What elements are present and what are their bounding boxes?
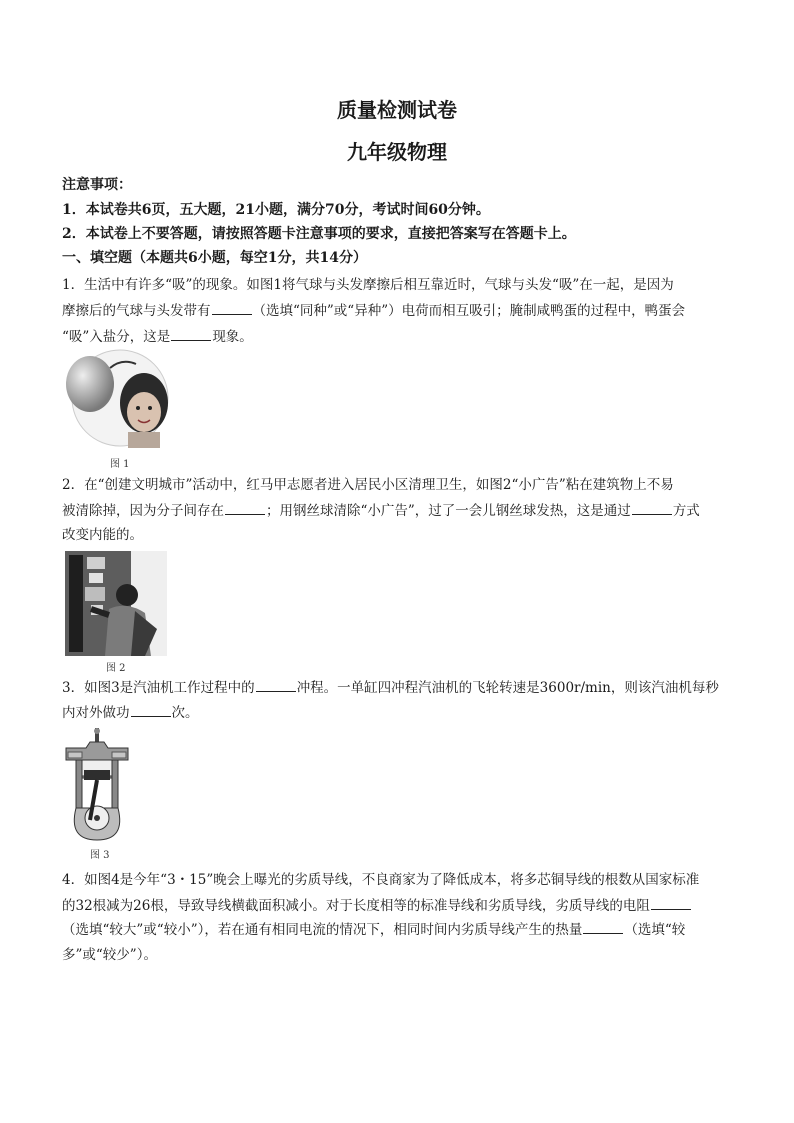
q3-line-1: 3．如图3是汽油机工作过程中的 冲程。一单缸四冲程汽油机的飞轮转速是3600r/min，则该汽油机每秒 — [62, 680, 719, 696]
figure-1-balloon-photo — [62, 348, 174, 450]
q2-line-3: 改变内能的。 — [62, 527, 143, 543]
answer-blank — [171, 328, 211, 341]
figure-3-caption: 图 3 — [90, 850, 110, 861]
q4-line-3: （选填“较大”或“较小”），若在通有相同电流的情况下，相同时间内劣质导线产生的热量 （选填“较 — [62, 922, 686, 938]
answer-blank — [632, 502, 672, 515]
q2-line-1: 2．在“创建文明城市”活动中，红马甲志愿者进入居民小区清理卫生，如图2“小广告”粘在建筑物上不易 — [62, 477, 674, 493]
answer-blank — [256, 679, 296, 692]
figure-1-caption: 图 1 — [110, 459, 130, 470]
q1-line-1: 1．生活中有许多“吸”的现象。如图1将气球与头发摩擦后相互靠近时，气球与头发“吸”在一起，是因为 — [62, 277, 674, 293]
q3-line-2: 内对外做功 次。 — [62, 705, 199, 721]
notice-item-2: 2．本试卷上不要答题，请按照答题卡注意事项的要求，直接把答案写在答题卡上。 — [62, 226, 576, 242]
answer-blank — [225, 502, 265, 515]
notice-heading: 注意事项： — [62, 177, 132, 193]
answer-blank — [131, 704, 171, 717]
answer-blank — [212, 302, 252, 315]
q2-line-2: 被清除掉，因为分子间存在 ；用钢丝球清除“小广告”，过了一会儿钢丝球发热，这是通过 方式 — [62, 503, 700, 519]
q4-line-2: 的32根减为26根，导致导线横截面积减小。对于长度相等的标准导线和劣质导线，劣质导线的电阻 — [62, 894, 692, 914]
exam-subtitle: 九年级物理 — [347, 140, 447, 164]
figure-2-volunteer-photo — [65, 551, 167, 656]
figure-2-caption: 图 2 — [106, 663, 126, 674]
answer-blank — [583, 921, 623, 934]
section-heading: 一、填空题（本题共6小题，每空1分，共14分） — [62, 250, 367, 266]
answer-blank — [651, 897, 691, 910]
exam-title: 质量检测试卷 — [337, 98, 457, 122]
notice-item-1: 1．本试卷共6页，五大题，21小题，满分70分，考试时间60分钟。 — [62, 202, 490, 218]
q4-line-4: 多”或“较少”）。 — [62, 947, 157, 963]
q1-line-3: “吸”入盐分，这是 现象。 — [62, 329, 253, 345]
q1-line-2: 摩擦后的气球与头发带有 （选填“同种”或“异种”）电荷而相互吸引；腌制咸鸭蛋的过程中，鸭蛋会 — [62, 303, 686, 319]
q4-line-1: 4．如图4是今年“3・15”晚会上曝光的劣质导线，不良商家为了降低成本，将多芯铜导线的根数从国家标准 — [62, 872, 700, 888]
figure-3-engine-diagram — [62, 728, 132, 843]
